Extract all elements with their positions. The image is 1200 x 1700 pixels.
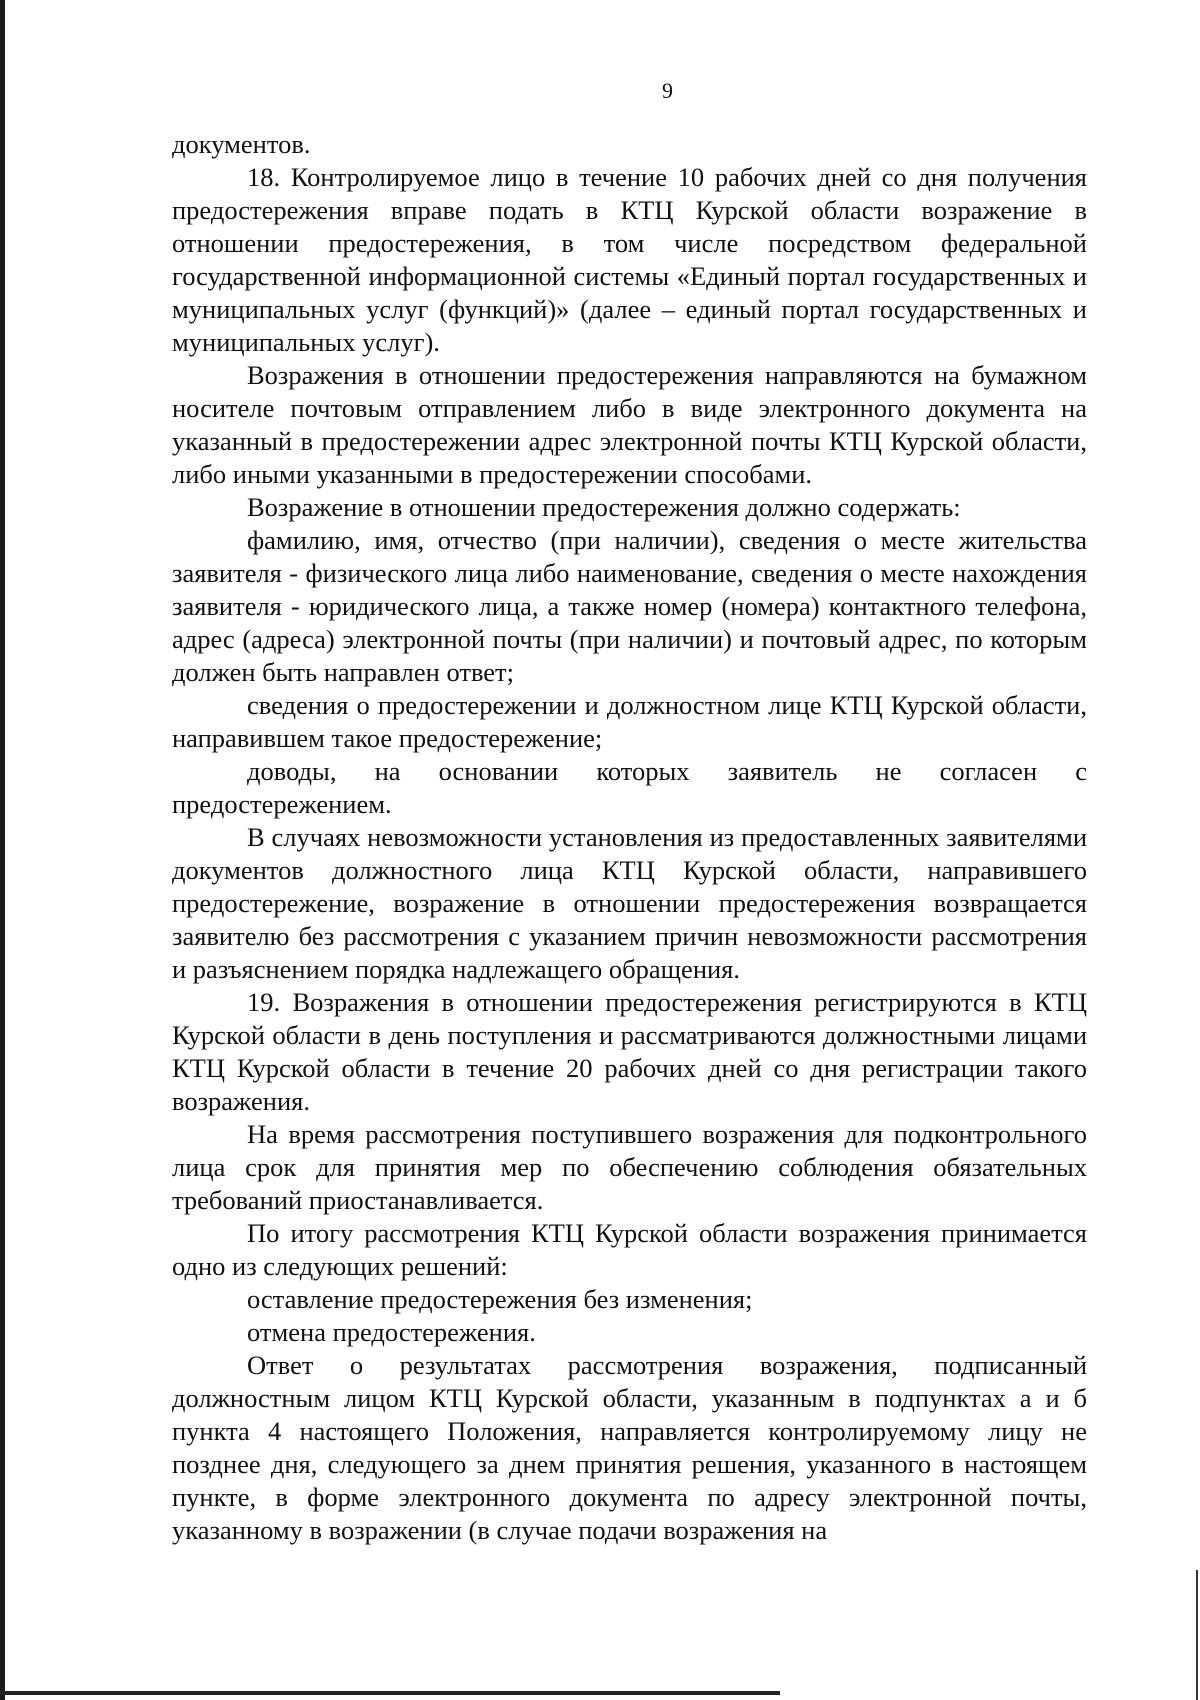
paragraph-applicant-details: фамилию, имя, отчество (при наличии), сведения о месте жительства заявителя - физического лица либо наименование, сведения о месте нахождения заявителя - юридического лица, а также номер (номера) контактного телефона, адрес (адреса) электронной почты (при наличии) и почтовый адрес, по которым должен быть направлен ответ;	[172, 525, 1087, 687]
paragraph-item-19: 19. Возражения в отношении предостережения регистрируются в КТЦ Курской области в день поступления и рассматриваются должностными лицами КТЦ Курской области в течение 20 рабочих дней со дня регистрации такого возражения.	[172, 987, 1087, 1116]
paragraph-warning-details: сведения о предостережении и должностном лице КТЦ Курской области, направившем такое предостережение;	[172, 690, 1087, 753]
paragraph-decision-keep: оставление предостережения без изменения;	[247, 1284, 753, 1314]
scan-edge-right	[1196, 1570, 1198, 1700]
scan-edge-left	[0, 0, 5, 1700]
document-body	[172, 128, 1087, 1547]
paragraph-item-18: 18. Контролируемое лицо в течение 10 рабочих дней со дня получения предостережения вправе подать в КТЦ Курской области возражение в отношении предостережения, в том числе посредством федеральной государственной информационной системы «Единый портал государственных и муниципальных услуг (функций)» (далее – единый портал государственных и муниципальных услуг).	[172, 162, 1087, 357]
paragraph-return-without-review: В случаях невозможности установления из предоставленных заявителями документов должностного лица КТЦ Курской области, направившего предостережение, возражение в отношении предостережения возвращается заявителю без рассмотрения с указанием причин невозможности рассмотрения и разъяснением порядка надлежащего обращения.	[172, 822, 1087, 984]
paragraph-arguments: доводы, на основании которых заявитель не согласен с предостережением.	[172, 756, 1087, 819]
paragraph-continuation: документов.	[172, 129, 311, 159]
paragraph-deadline-suspension: На время рассмотрения поступившего возражения для подконтрольного лица срок для принятия мер по обеспечению соблюдения обязательных требований приостанавливается.	[172, 1119, 1087, 1215]
paragraph-decision-intro: По итогу рассмотрения КТЦ Курской области возражения принимается одно из следующих решений:	[172, 1218, 1087, 1281]
page-number: 9	[662, 78, 673, 103]
paragraph-response: Ответ о результатах рассмотрения возражения, подписанный должностным лицом КТЦ Курской области, указанным в подпунктах а и б пункта 4 настоящего Положения, направляется контролируемому лицу не позднее дня, следующего за днем принятия решения, указанного в настоящем пункте, в форме электронного документа по адресу электронной почты, указанному в возражении (в случае подачи возражения на	[172, 1350, 1087, 1545]
paragraph-objection-delivery: Возражения в отношении предостережения направляются на бумажном носителе почтовым отправлением либо в виде электронного документа на указанный в предостережении адрес электронной почты КТЦ Курской области, либо иными указанными в предостережении способами.	[172, 360, 1087, 489]
scan-edge-bottom	[0, 1691, 780, 1695]
paragraph-objection-contents-intro: Возражение в отношении предостережения должно содержать:	[247, 492, 961, 522]
paragraph-decision-cancel: отмена предостережения.	[247, 1317, 536, 1347]
